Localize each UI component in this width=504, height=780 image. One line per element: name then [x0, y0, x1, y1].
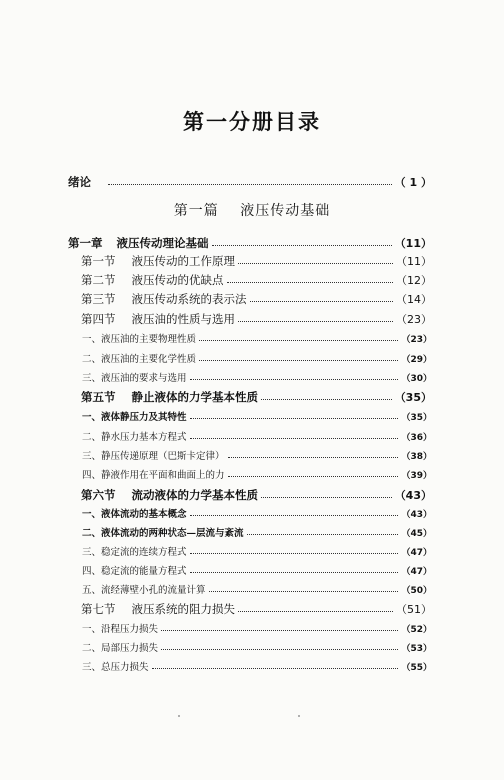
toc-entry-number: 二、 [82, 643, 102, 654]
toc-entry[interactable] [81, 291, 432, 307]
toc-entry-title: 总压力损失 [101, 662, 149, 673]
toc-entry-title: 流动液体的力学基本性质 [131, 488, 258, 502]
toc-entry-number: 三、 [82, 662, 102, 673]
dot-leader [190, 571, 399, 573]
toc-entry-title: 液压油的主要物理性质 [101, 334, 197, 345]
toc-entry-number: 四、 [82, 566, 102, 577]
dot-leader [161, 629, 398, 631]
dot-leader [152, 667, 399, 669]
toc-entry-label [82, 331, 196, 345]
toc-entry-page: （52） [401, 625, 432, 635]
toc-entry-label [81, 601, 235, 617]
toc-entry-page: （30） [401, 374, 432, 384]
toc-entry-label [82, 429, 187, 443]
toc-entry-title: 静水压力基本方程式 [101, 432, 187, 443]
toc-entry-page: （29） [401, 355, 432, 365]
toc-entry-title: 液体流动的两种状态—层流与紊流 [101, 528, 244, 539]
toc-entry-page: （23） [396, 313, 432, 326]
toc-entry-page: （11） [394, 237, 432, 250]
toc-entry-number: 二、 [82, 432, 102, 443]
dot-leader [199, 359, 398, 361]
toc-entry-title: 液压传动的工作原理 [131, 254, 235, 268]
dot-leader [190, 378, 399, 380]
page-title: 第一分册目录 [183, 109, 321, 134]
dot-leader [228, 475, 399, 477]
toc-entry-label [82, 409, 187, 423]
toc-entry-number: 四、 [82, 470, 102, 481]
toc-entry-title: 液压传动的优缺点 [131, 273, 224, 287]
toc-entry-page: （35） [394, 391, 432, 404]
toc-entry-page: （12） [396, 274, 432, 287]
toc-entry-label [81, 253, 235, 269]
toc-entry-number: 第七节 [81, 602, 116, 616]
toc-entry[interactable] [82, 640, 432, 654]
toc-entry-page: （50） [401, 586, 432, 596]
toc-entry-title: 液压传动系统的表示法 [131, 292, 247, 306]
toc-entry-title: 液压油的要求与选用 [101, 373, 187, 384]
toc-entry-number: 一、 [82, 334, 102, 345]
toc-entry-page: （45） [401, 529, 432, 539]
scan-speck [178, 715, 180, 717]
toc-entry[interactable] [82, 506, 432, 520]
toc-entry-label [81, 389, 258, 405]
toc-entry-page: （55） [401, 663, 432, 673]
toc-entry[interactable] [81, 389, 432, 405]
toc-entry-page: （38） [401, 452, 432, 462]
toc-entry-title: 液体静压力及其特性 [101, 412, 187, 423]
toc-entry[interactable] [82, 429, 432, 443]
toc-entry-page: （47） [401, 548, 432, 558]
dot-leader [250, 300, 394, 302]
toc-entry[interactable] [82, 331, 432, 345]
toc-entry[interactable] [82, 621, 432, 635]
toc-entry-page: （39） [401, 471, 432, 481]
toc-entry-number: 第五节 [81, 390, 116, 404]
toc-entry-title: 液压油的主要化学性质 [101, 354, 197, 365]
toc-entry-page: （14） [396, 293, 432, 306]
dot-leader [190, 417, 399, 419]
toc-entry-label [81, 272, 224, 288]
dot-leader [228, 456, 399, 458]
toc-entry-page: （43） [394, 489, 432, 502]
toc-entry-label [82, 544, 187, 558]
dot-leader [261, 496, 392, 498]
toc-entry-label [82, 582, 206, 596]
toc-entry-title: 流经薄壁小孔的流量计算 [101, 585, 206, 596]
toc-entry[interactable] [82, 582, 432, 596]
dot-leader [190, 552, 399, 554]
toc-entry-label [82, 563, 187, 577]
dot-leader [161, 648, 398, 650]
toc-entry-title: 液压系统的阻力损失 [131, 602, 235, 616]
dot-leader [212, 244, 392, 246]
dot-leader [190, 514, 399, 516]
toc-entry-label [82, 448, 225, 462]
toc-entry[interactable] [82, 659, 432, 673]
toc-entry-title: 局部压力损失 [101, 643, 159, 654]
dot-leader [238, 610, 393, 612]
dot-leader [261, 398, 392, 400]
dot-leader [227, 281, 394, 283]
dot-leader [209, 590, 399, 592]
toc-entry-page: （47） [401, 567, 432, 577]
toc-entry[interactable] [82, 525, 432, 539]
toc-entry[interactable] [68, 235, 432, 251]
toc-entry-number: 三、 [82, 547, 102, 558]
toc-entry-number: 一、 [82, 624, 102, 635]
toc-entry-label [68, 235, 209, 251]
toc-entry[interactable] [81, 272, 432, 288]
toc-entry[interactable] [81, 487, 432, 503]
toc-entry-title: 液压油的性质与选用 [131, 312, 235, 326]
toc-entry-label [82, 640, 158, 654]
toc-entry-title: 沿程压力损失 [101, 624, 159, 635]
toc-entry[interactable] [82, 370, 432, 384]
toc-entry[interactable] [81, 253, 432, 269]
part-name: 液压传动基础 [240, 203, 331, 219]
dot-leader [238, 320, 393, 322]
toc-entry-title: 静止液体的力学基本性质 [131, 390, 258, 404]
toc-entry-title: 液体流动的基本概念 [101, 509, 187, 520]
toc-entry-number: 第二节 [81, 273, 116, 287]
toc-entry-page: （51） [396, 603, 432, 616]
dot-leader [108, 183, 392, 185]
dot-leader [238, 262, 393, 264]
toc-entry-number: 二、 [82, 354, 102, 365]
toc-entry-label [82, 370, 187, 384]
toc-entry-label [68, 174, 105, 190]
toc-entry-title: 静压传递原理（巴斯卡定律） [101, 451, 225, 462]
toc-entry[interactable] [82, 544, 432, 558]
toc-entry-number: 第六节 [81, 488, 116, 502]
toc-entry[interactable] [82, 467, 432, 481]
toc-entry-label [82, 621, 158, 635]
toc-entry-title: 稳定流的能量方程式 [101, 566, 187, 577]
toc-entry-number: 第一章 [68, 236, 103, 250]
toc-entry-page: （11） [396, 255, 432, 268]
toc-entry-number: 第三节 [81, 292, 116, 306]
toc-entry-label [81, 291, 247, 307]
toc-entry-title: 稳定流的连续方程式 [101, 547, 187, 558]
toc-entry-label [81, 487, 258, 503]
toc-entry-page: （35） [401, 413, 432, 423]
toc-entry[interactable] [81, 601, 432, 617]
dot-leader [190, 437, 399, 439]
toc-entry-label [82, 351, 196, 365]
toc-entry[interactable] [82, 563, 432, 577]
toc-entry[interactable] [81, 311, 432, 327]
dot-leader [199, 339, 398, 341]
part-number: 第一篇 [173, 203, 219, 219]
toc-entry-page: （53） [401, 644, 432, 654]
toc-entry-number: 二、 [82, 528, 102, 539]
toc-entry[interactable] [82, 409, 432, 423]
toc-entry-page: （23） [401, 335, 432, 345]
toc-entry-title: 静液作用在平面和曲面上的力 [101, 470, 225, 481]
toc-entry-number: 五、 [82, 585, 102, 596]
toc-entry-label [82, 659, 149, 673]
toc-entry-number: 三、 [82, 373, 102, 384]
toc-entry-page: （36） [401, 433, 432, 443]
toc-entry-label [82, 525, 244, 539]
toc-entry-number: 一、 [82, 412, 102, 423]
toc-entry-number: 绪论 [68, 175, 91, 189]
toc-entry-page: （ 1 ） [394, 176, 432, 189]
toc-entry-number: 三、 [82, 451, 102, 462]
toc-entry[interactable] [82, 448, 432, 462]
scan-speck [298, 715, 300, 717]
toc-entry-number: 第一节 [81, 254, 116, 268]
toc-entry-label [81, 311, 235, 327]
toc-entry-page: （43） [401, 510, 432, 520]
toc-entry-label [82, 467, 225, 481]
toc-entry[interactable] [82, 351, 432, 365]
toc-entry[interactable] [68, 174, 432, 190]
toc-entry-label [82, 506, 187, 520]
dot-leader [247, 533, 399, 535]
toc-entry-number: 第四节 [81, 312, 116, 326]
toc-entry-number: 一、 [82, 509, 102, 520]
toc-entry-title: 液压传动理论基础 [116, 236, 209, 250]
